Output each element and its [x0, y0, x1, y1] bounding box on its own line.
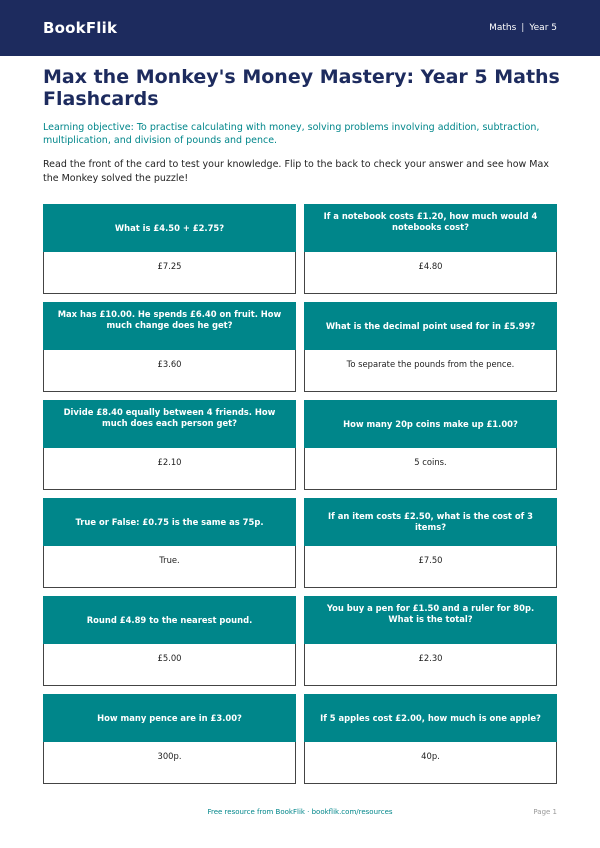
flashcard-front: Divide £8.40 equally between 4 friends. How much does each person get? — [43, 400, 296, 448]
flashcard[interactable] — [43, 498, 296, 588]
breadcrumb-subject[interactable]: Maths — [489, 23, 517, 33]
flashcard-front: True or False: £0.75 is the same as 75p. — [43, 498, 296, 546]
breadcrumb — [489, 23, 557, 33]
flashcard-front: You buy a pen for £1.50 and a ruler for 80p. What is the total? — [304, 596, 557, 644]
footer-resource-link[interactable]: Free resource from BookFlik · bookflik.com/resources — [207, 808, 393, 816]
breadcrumb-year[interactable]: Year 5 — [529, 23, 557, 33]
flashcard-back: £4.80 — [304, 252, 557, 294]
flashcard[interactable] — [43, 596, 296, 686]
header-bar — [0, 0, 600, 56]
flashcard-back: True. — [43, 546, 296, 588]
flashcard-back: To separate the pounds from the pence. — [304, 350, 557, 392]
page-number: Page 1 — [533, 808, 557, 816]
flashcard-back: 5 coins. — [304, 448, 557, 490]
flashcard[interactable] — [304, 400, 557, 490]
flashcard-back: 40p. — [304, 742, 557, 784]
breadcrumb-separator: | — [521, 23, 525, 33]
flashcard-front: How many 20p coins make up £1.00? — [304, 400, 557, 448]
flashcard[interactable] — [304, 302, 557, 392]
flashcard[interactable] — [304, 498, 557, 588]
flashcard[interactable] — [43, 400, 296, 490]
flashcard-back: £5.00 — [43, 644, 296, 686]
flashcard[interactable] — [43, 302, 296, 392]
flashcard-back: £2.10 — [43, 448, 296, 490]
flashcard-front: What is the decimal point used for in £5.99? — [304, 302, 557, 350]
flashcard[interactable] — [43, 204, 296, 294]
footer — [0, 808, 600, 820]
learning-objective: Learning objective: To practise calculating with money, solving problems involving addition, subtraction, multiplication, and division of pounds and pence. — [43, 122, 540, 146]
flashcard-front: Max has £10.00. He spends £6.40 on fruit. How much change does he get? — [43, 302, 296, 350]
flashcard-front: If a notebook costs £1.20, how much would 4 notebooks cost? — [304, 204, 557, 252]
instructions: Read the front of the card to test your knowledge. Flip to the back to check your answer and see how Max the Monkey solved the puzzle! — [43, 159, 549, 184]
flashcard[interactable] — [304, 596, 557, 686]
brand-logo[interactable]: BookFlik — [43, 19, 118, 37]
flashcard-grid — [43, 204, 557, 784]
flashcard-back: 300p. — [43, 742, 296, 784]
flashcard[interactable] — [43, 694, 296, 784]
flashcard-back: £7.50 — [304, 546, 557, 588]
flashcard-back: £2.30 — [304, 644, 557, 686]
flashcard[interactable] — [304, 204, 557, 294]
flashcard-front: How many pence are in £3.00? — [43, 694, 296, 742]
flashcard-back: £3.60 — [43, 350, 296, 392]
flashcard-front: If an item costs £2.50, what is the cost of 3 items? — [304, 498, 557, 546]
flashcard-front: Round £4.89 to the nearest pound. — [43, 596, 296, 644]
page-title: Max the Monkey's Money Mastery: Year 5 Maths Flashcards — [43, 66, 560, 110]
flashcard-front: What is £4.50 + £2.75? — [43, 204, 296, 252]
flashcard-back: £7.25 — [43, 252, 296, 294]
flashcard[interactable] — [304, 694, 557, 784]
flashcard-front: If 5 apples cost £2.00, how much is one apple? — [304, 694, 557, 742]
